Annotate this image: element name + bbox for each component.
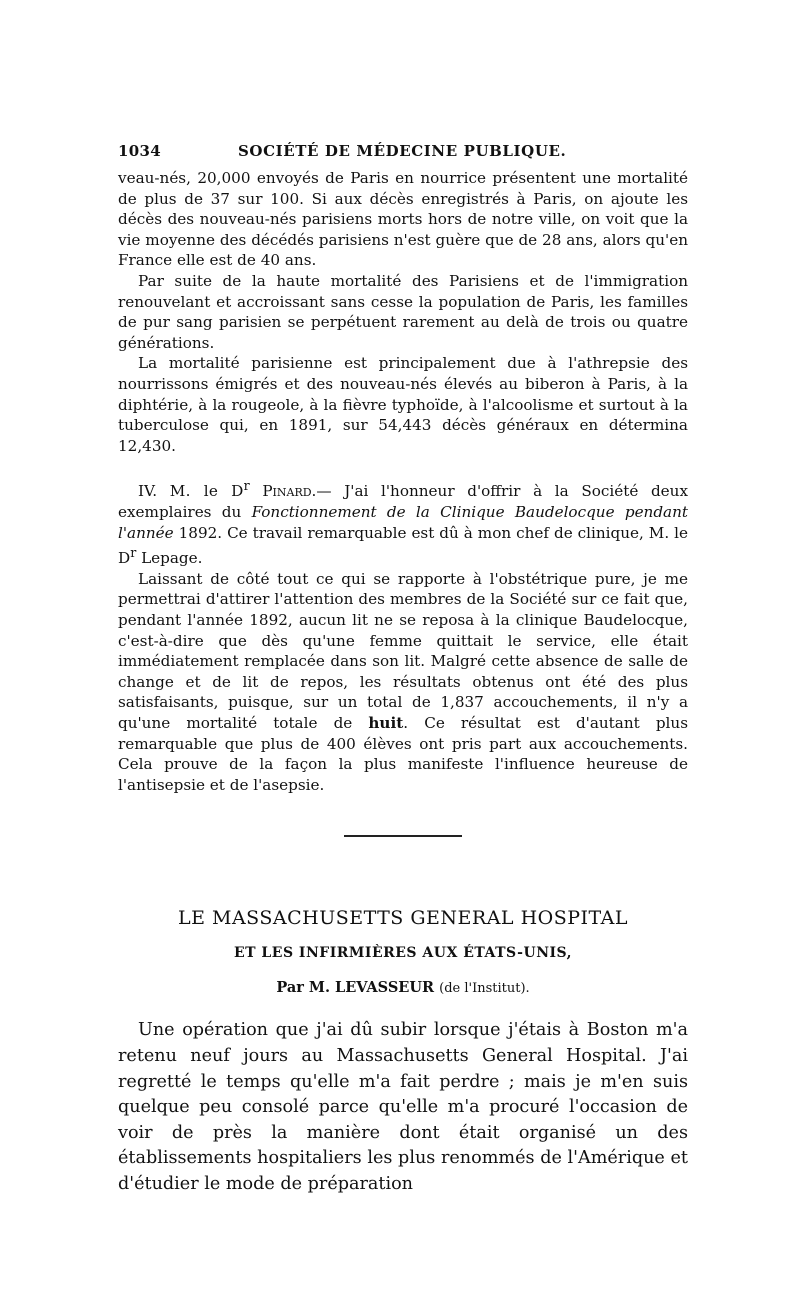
section-mortality — [118, 168, 688, 456]
text-run: 1892. Ce travail remarquable est dû à mon chef de clinique, M. le D — [118, 523, 688, 568]
text-run: Lepage. — [136, 549, 203, 568]
text-run: . Ce résultat est d'autant plus remarquable que plus de 400 élèves ont pris part aux accouchements. Cela prouve de la façon la plus manifeste l'influence heureuse de l'antisepsie et de l'asepsie. — [118, 713, 688, 794]
paragraph: Par suite de la haute mortalité des Parisiens et de l'immigration renouvelant et accroissant sans cesse la population de Paris, les familles de pur sang parisien se perpétuent rarement au delà de trois ou quatre générations. — [118, 271, 688, 352]
running-title: SOCIÉTÉ DE MÉDECINE PUBLIQUE. — [238, 142, 567, 160]
article-subtitle: ET LES INFIRMIÈRES AUX ÉTATS-UNIS, — [233, 945, 573, 962]
article-author — [118, 979, 688, 996]
running-header — [118, 142, 688, 160]
section-divider — [344, 835, 462, 837]
item-number: IV. — [138, 482, 158, 501]
text-run: Laissant de côté tout ce qui se rapporte à l'obstétrique pure, je me permettrai d'attirer l'attention des membres de la Société sur ce fait que, pendant l'année 1892, aucun lit ne se reposa à la clinique Baudelocque, c'est-à-dire que dès qu'une femme quittait le service, elle était immédiatement remplacée dans son lit. Malgré cette absence de salle de change et de lit de repos, les résultats obtenus ont été des plus satisfaisants, puisque, sur un total de 1,837 accouchements, il n'y a qu'une mortalité totale de — [118, 569, 688, 732]
author-name: Par M. LEVASSEUR — [276, 979, 435, 997]
paragraph — [118, 569, 688, 796]
paragraph-pinard — [118, 476, 688, 569]
emphasis-bold: huit — [368, 713, 404, 732]
author-affiliation: (de l'Institut). — [439, 981, 530, 997]
superscript: r — [130, 545, 137, 561]
section-pinard — [118, 476, 688, 795]
superscript: r — [243, 478, 250, 494]
book-title: Fonctionnement de la Clinique Baudelocque pendant l'année — [118, 502, 689, 542]
article-title: LE MASSACHUSETTS GENERAL HOSPITAL — [177, 907, 629, 930]
document-page — [118, 142, 688, 1198]
paragraph: La mortalité parisienne est principalement due à l'athrepsie des nourrissons émigrés et des nouveau-nés élevés au biberon à Paris, à la diphtérie, à la rougeole, à la fièvre typhoïde, à l'alcoolisme et surtout à la tuberculose qui, en 1891, sur 54,443 décès généraux en détermina 12,430. — [118, 354, 688, 455]
paragraph: Une opération que j'ai dû subir lorsque j'étais à Boston m'a retenu neuf jours au Massachusetts General Hospital. J'ai regretté le temps qu'elle m'a fait perdre ; mais je m'en suis quelque peu consolé parce qu'elle m'a procuré l'occasion de voir de près la manière dont était organisé un des établissements hospitaliers les plus renommés de l'Amérique et d'étudier le mode de préparation — [118, 1020, 688, 1194]
article-body — [118, 1018, 688, 1197]
speaker-prefix: M. le D — [169, 482, 244, 501]
page-number: 1034 — [118, 142, 161, 160]
text-run: — J'ai l'honneur d'offrir à la Société deux exemplaires du — [118, 482, 689, 521]
paragraph: veau-nés, 20,000 envoyés de Paris en nourrice présentent une mortalité de plus de 37 sur 100. Si aux décès enregistrés à Paris, on ajoute les décès des nouveau-nés parisiens morts hors de notre ville, on voit que la vie moyenne des décédés parisiens n'est guère que de 28 ans, alors qu'en France elle est de 40 ans. — [118, 169, 688, 270]
speaker-name: Pinard. — [262, 482, 317, 501]
